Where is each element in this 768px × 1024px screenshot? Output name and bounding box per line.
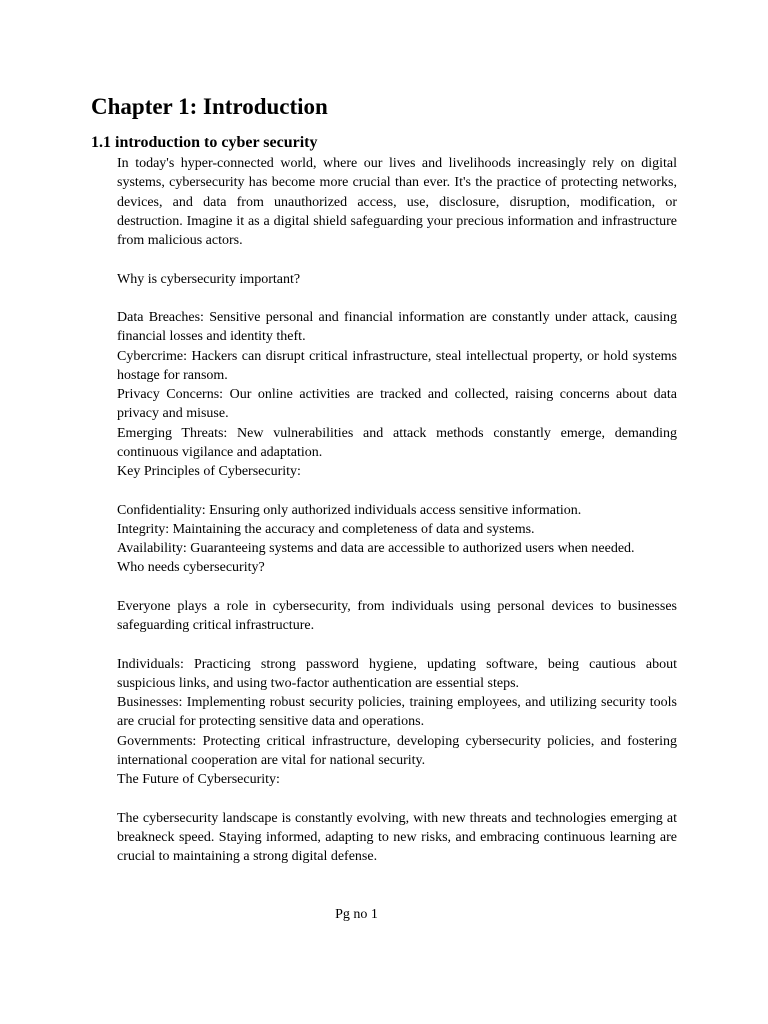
- paragraph-key-principles-heading: Key Principles of Cybersecurity:: [117, 464, 301, 479]
- paragraph-individuals: Individuals: Practicing strong password hygiene, updating software, being cautious about suspicious links, and using two-factor authentication are essential steps.: [117, 656, 677, 691]
- paragraph-businesses: Businesses: Implementing robust security policies, training employees, and utilizing security tools are crucial for protecting sensitive data and operations.: [117, 695, 677, 730]
- paragraph-everyone: Everyone plays a role in cybersecurity, from individuals using personal devices to businesses safeguarding critical infrastructure.: [117, 598, 677, 633]
- page-number: Pg no 1: [335, 907, 378, 922]
- paragraph-future-heading: The Future of Cybersecurity:: [117, 772, 280, 787]
- paragraph-why-heading: Why is cybersecurity important?: [117, 271, 301, 287]
- chapter-title: Chapter 1: Introduction: [91, 94, 328, 119]
- paragraph-integrity: Integrity: Maintaining the accuracy and completeness of data and systems.: [117, 521, 535, 537]
- paragraph-governments: Governments: Protecting critical infrastructure, developing cybersecurity policies, and fostering international cooperation are vital for national security.: [117, 733, 677, 768]
- section-title: 1.1 introduction to cyber security: [91, 134, 318, 151]
- paragraph-intro: In today's hyper-connected world, where our lives and livelihoods increasingly rely on digital systems, cybersecurity has become more crucial than ever. It's the practice of protecting networks, devices, and data from unauthorized access, use, disclosure, disruption, modification, or destruction. Imagine it as a digital shield safeguarding your precious information and infrastructure from malicious actors.: [117, 156, 677, 248]
- paragraph-data-breaches: Data Breaches: Sensitive personal and financial information are constantly under attack, causing financial losses and identity theft.: [117, 310, 677, 345]
- paragraph-availability: Availability: Guaranteeing systems and data are accessible to authorized users when needed.: [117, 541, 635, 556]
- paragraph-confidentiality: Confidentiality: Ensuring only authorized individuals access sensitive information.: [117, 502, 582, 518]
- body-text: [117, 154, 677, 866]
- paragraph-cybercrime: Cybercrime: Hackers can disrupt critical infrastructure, steal intellectual property, or hold systems hostage for ransom.: [117, 348, 677, 383]
- paragraph-future: The cybersecurity landscape is constantly evolving, with new threats and technologies emerging at breakneck speed. Staying informed, adapting to new risks, and embracing continuous learning are crucial to maintaining a strong digital defense.: [117, 810, 677, 864]
- paragraph-privacy-concerns: Privacy Concerns: Our online activities are tracked and collected, raising concerns about data privacy and misuse.: [117, 387, 677, 422]
- paragraph-who-needs-heading: Who needs cybersecurity?: [117, 560, 265, 576]
- paragraph-emerging-threats: Emerging Threats: New vulnerabilities and attack methods constantly emerge, demanding continuous vigilance and adaptation.: [117, 425, 677, 460]
